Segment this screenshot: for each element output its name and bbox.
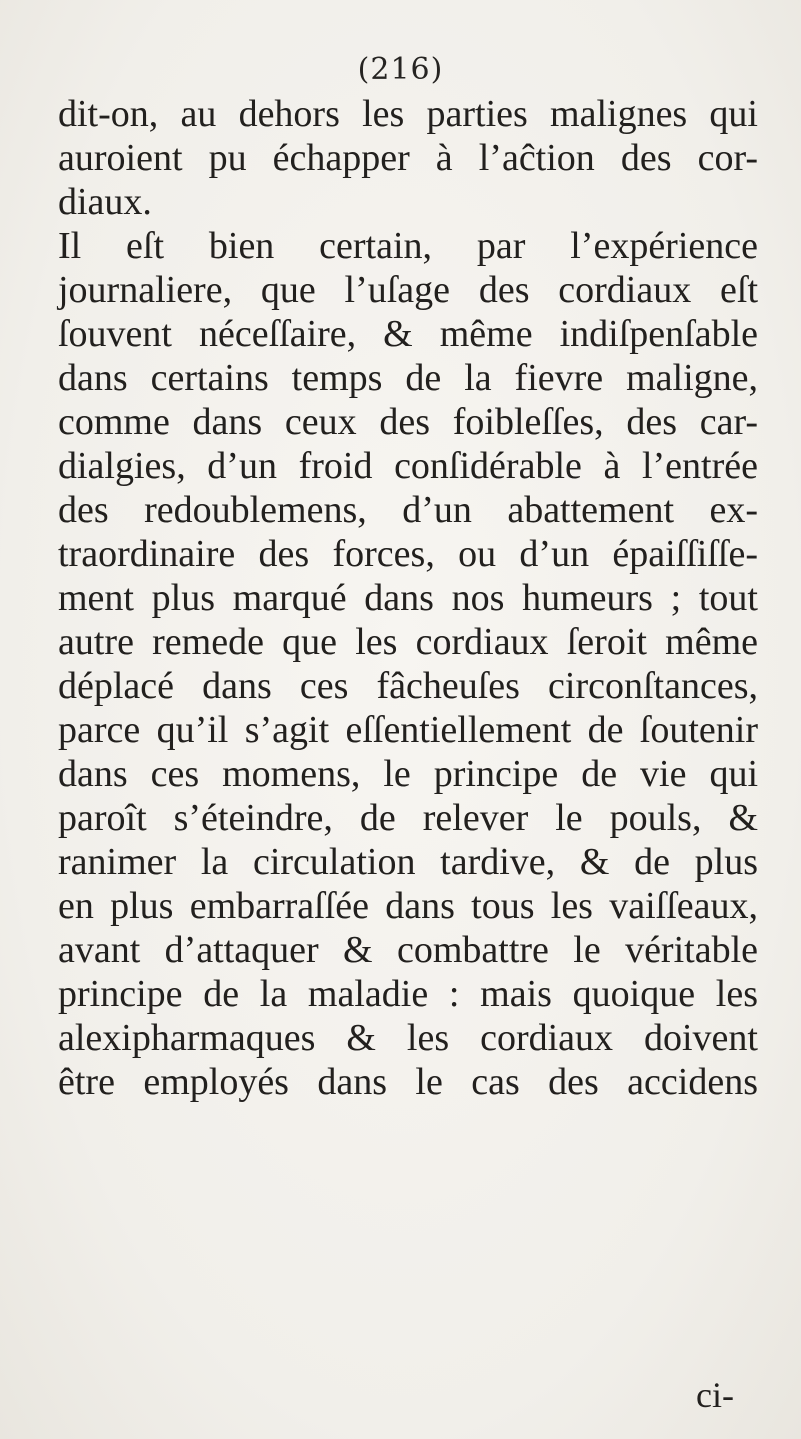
catchword: ci- bbox=[696, 1375, 734, 1415]
text-line: Il eſt bien certain, par l’expérience bbox=[58, 225, 758, 267]
text-line: traordinaire des forces, ou d’un épaiſſiſſe- bbox=[58, 533, 758, 575]
text-line: journaliere, que l’uſage des cordiaux eſt bbox=[58, 269, 758, 311]
text-line: principe de la maladie : mais quoique les bbox=[58, 973, 758, 1015]
text-line: autre remede que les cordiaux ſeroit même bbox=[58, 621, 758, 663]
text-line: diaux. bbox=[58, 181, 152, 223]
text-line: ſouvent néceſſaire, & même indiſpenſable bbox=[58, 313, 758, 355]
text-line: des redoublemens, d’un abattement ex- bbox=[58, 489, 758, 531]
text-line: paroît s’éteindre, de relever le pouls, & bbox=[58, 797, 758, 839]
body-text bbox=[58, 92, 758, 1104]
text-line: en plus embarraſſée dans tous les vaiſſeaux, bbox=[58, 885, 758, 927]
text-line: auroient pu échapper à l’aĉtion des cor- bbox=[58, 137, 758, 179]
text-line: dialgies, d’un froid conſidérable à l’entrée bbox=[58, 445, 758, 487]
text-line: parce qu’il s’agit eſſentiellement de ſoutenir bbox=[58, 709, 758, 751]
text-line: ment plus marqué dans nos humeurs ; tout bbox=[58, 577, 758, 619]
page-number: (216) bbox=[357, 52, 444, 87]
text-line: être employés dans le cas des accidens bbox=[58, 1061, 758, 1103]
text-line: dans ces momens, le principe de vie qui bbox=[58, 753, 758, 795]
text-line: dans certains temps de la fievre maligne, bbox=[58, 357, 758, 399]
text-line: alexipharmaques & les cordiaux doivent bbox=[58, 1017, 758, 1059]
text-line: dit-on, au dehors les parties malignes qui bbox=[58, 93, 758, 135]
text-line: ranimer la circulation tardive, & de plus bbox=[58, 841, 758, 883]
text-line: avant d’attaquer & combattre le véritable bbox=[58, 929, 758, 971]
text-line: déplacé dans ces fâcheuſes circonſtances, bbox=[58, 665, 758, 707]
text-line: comme dans ceux des foibleſſes, des car- bbox=[58, 401, 758, 443]
